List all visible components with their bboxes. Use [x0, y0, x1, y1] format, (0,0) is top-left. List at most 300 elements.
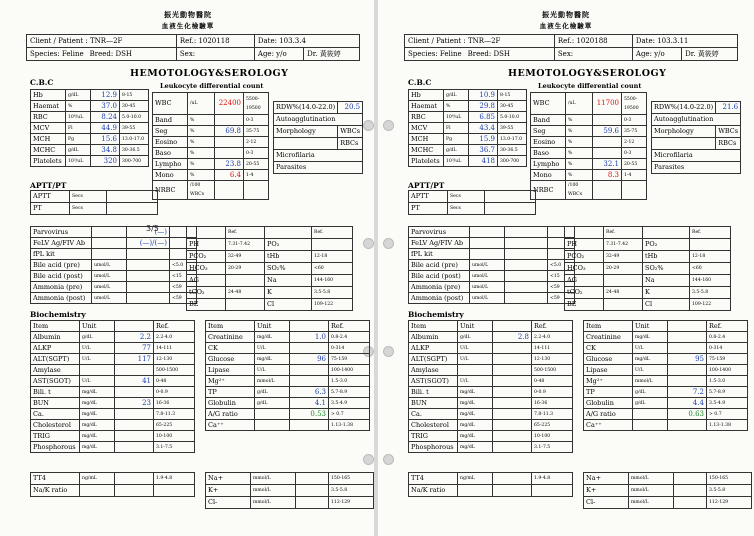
- bio-value: [115, 420, 154, 431]
- bg-ref: 24-48: [226, 287, 265, 299]
- bio-row: [206, 332, 370, 343]
- punch-hole: [383, 454, 394, 465]
- electrolyte-grid: [583, 472, 752, 509]
- leukocyte-grid: [530, 92, 647, 200]
- bio-row: [584, 354, 748, 365]
- bg-ref: [226, 299, 265, 311]
- bio-value: 96: [290, 354, 329, 365]
- autoagglutination-label: Autoagglutination: [274, 114, 363, 126]
- bio-head-item: Item: [31, 321, 80, 332]
- bio-value: [115, 409, 154, 420]
- leukocyte-value: 59.6: [593, 126, 622, 137]
- bio-value: [115, 387, 154, 398]
- tt4-unit: ng/mL: [458, 473, 493, 485]
- cbc-value: 36.7: [469, 145, 498, 156]
- bio-value: [493, 420, 532, 431]
- bio-item: ALKP: [409, 343, 458, 354]
- bio-ref: 75-159: [329, 354, 370, 365]
- bio-ref: 1.13-1.38: [707, 420, 748, 431]
- electrolyte-unit: mmol/L: [251, 497, 296, 509]
- bio-row: [31, 398, 195, 409]
- autoagglutination-label: Autoagglutination: [652, 114, 741, 126]
- bio-ref: 0-48: [154, 376, 195, 387]
- bio-head-unit: Unit: [255, 321, 290, 332]
- punch-hole: [383, 120, 394, 131]
- bio-value: [115, 431, 154, 442]
- nrbc-row: [531, 181, 647, 200]
- bio-ref: 100-1400: [329, 365, 370, 376]
- bio-value: [290, 420, 329, 431]
- autoagg-row: [652, 114, 741, 126]
- doctor-field: Dr. 黃筱婷: [682, 48, 738, 61]
- serology-ref: <5.0: [170, 260, 197, 271]
- electrolyte-unit: mmol/L: [629, 473, 674, 485]
- bio-ref: 2.2-4.0: [532, 332, 573, 343]
- electrolyte-ref: 3.5-5.8: [329, 485, 374, 497]
- ref-field: Ref.: 1020118: [176, 35, 254, 48]
- bio-unit: mg/dL: [80, 387, 115, 398]
- bg-ref: 144-160: [690, 275, 731, 287]
- aptt-item: APTT: [31, 191, 70, 203]
- microfilaria-row: [274, 150, 363, 162]
- bio-item: Amylase: [31, 365, 80, 376]
- electrolyte-row: [206, 497, 374, 509]
- blood-gas-head: [187, 227, 353, 239]
- wbc-label: WBC: [153, 93, 188, 115]
- serology-grid: [408, 226, 575, 304]
- leukocyte-value: 8.3: [593, 170, 622, 181]
- bio-item: A/G ratio: [206, 409, 255, 420]
- rdw-value: 21.6: [716, 102, 741, 114]
- cbc-item: Hb: [31, 90, 66, 101]
- nrbc-unit: [188, 181, 215, 200]
- electrolyte-ref: 112-129: [329, 497, 374, 509]
- cbc-row: [31, 134, 149, 145]
- cbc-title: C.B.C: [30, 78, 54, 87]
- serology-ref: <15: [548, 271, 575, 282]
- electrolyte-item: Cl-: [584, 497, 629, 509]
- cbc-unit: Pg: [66, 134, 91, 145]
- aptt-unit: Secs: [70, 203, 107, 215]
- leukocyte-unit: %: [188, 137, 215, 148]
- bg-ref: 144-160: [312, 275, 353, 287]
- leukocyte-unit: %: [566, 115, 593, 126]
- sex-field: Sex:: [554, 48, 632, 61]
- bio-head: [206, 321, 370, 332]
- blood-gas-row: [187, 239, 353, 251]
- cbc-value: 15.9: [469, 134, 498, 145]
- bio-value: [493, 365, 532, 376]
- aptt-title: APTT/PT: [30, 181, 67, 190]
- bio-row: [206, 365, 370, 376]
- bg-ref: [312, 239, 353, 251]
- bio-item: Globulin: [584, 398, 633, 409]
- bio-value: 7.2: [668, 387, 707, 398]
- cbc-item: MCHC: [31, 145, 66, 156]
- bg-ref-head: Ref.: [690, 227, 731, 239]
- bio-value: 0.53: [290, 409, 329, 420]
- electrolyte-row: [584, 473, 752, 485]
- leukocyte-ref: 0-3: [244, 115, 269, 126]
- bio-ref: 2.2-4.0: [154, 332, 195, 343]
- bg-item: Na: [265, 275, 312, 287]
- leukocyte-item: Baso: [531, 148, 566, 159]
- bio-row: [584, 420, 748, 431]
- bio-value: [493, 431, 532, 442]
- cbc-value: 10.9: [469, 90, 498, 101]
- serology-item: Parvovirus: [409, 227, 470, 238]
- bio-value: [493, 398, 532, 409]
- serology-row: [409, 260, 575, 271]
- rdw-grid: [651, 101, 741, 174]
- date-field: Date: 103.3.4: [254, 35, 359, 48]
- serology-row: [409, 282, 575, 293]
- cbc-ref: 13.0-17.0: [498, 134, 527, 145]
- bio-item: Ca⁺⁺: [206, 420, 255, 431]
- bio-unit: U/L: [80, 354, 115, 365]
- rdw-row: [274, 102, 363, 114]
- cbc-unit: g/dL: [66, 90, 91, 101]
- nrbc-unit-line: WBCs: [568, 192, 583, 197]
- bio-item: A/G ratio: [584, 409, 633, 420]
- rdw-block: [273, 101, 363, 174]
- bio-ref: 0-0.9: [154, 387, 195, 398]
- bio-value: [668, 332, 707, 343]
- serology-item: Ammonia (pre): [31, 282, 92, 293]
- bio-ref: 12-130: [154, 354, 195, 365]
- bio-item: Amylase: [409, 365, 458, 376]
- bio-ref: 7.8-11.3: [532, 409, 573, 420]
- cbc-ref: 5.0-10.0: [120, 112, 149, 123]
- nrbc-unit-line: /100: [190, 183, 201, 188]
- hemotology-title: HEMOTOLOGY&SEROLOGY: [130, 68, 289, 79]
- bio-row: [409, 387, 573, 398]
- bio-value: 95: [668, 354, 707, 365]
- bio-row: [584, 387, 748, 398]
- cbc-row: [409, 156, 527, 167]
- serology-row: [31, 271, 197, 282]
- bio-item: Creatinine: [584, 332, 633, 343]
- wbc-row: [153, 93, 269, 115]
- tt4-item: TT4: [31, 473, 80, 485]
- bg-ref: <60: [690, 263, 731, 275]
- cbc-unit: 10³/uL: [66, 156, 91, 167]
- electrolyte-item: Na+: [584, 473, 629, 485]
- serology-table: [408, 226, 575, 304]
- bio-unit: g/dL: [458, 332, 493, 343]
- bio-item: Phosphorous: [409, 442, 458, 453]
- bio-value: 2.8: [493, 332, 532, 343]
- serology-grid: [30, 226, 197, 304]
- parasites-row: [652, 162, 741, 174]
- serology-value: [505, 260, 548, 271]
- leukocyte-unit: %: [188, 159, 215, 170]
- aptt-value: [485, 203, 536, 215]
- hemotology-title: HEMOTOLOGY&SEROLOGY: [508, 68, 667, 79]
- bio-row: [31, 376, 195, 387]
- microfilaria-label: Microfilaria: [652, 150, 741, 162]
- bio-head-value: [668, 321, 707, 332]
- bg-ref: 24-48: [604, 287, 643, 299]
- serology-value: [505, 282, 548, 293]
- wbc-value: 11700: [593, 93, 622, 115]
- serology-row: [409, 249, 575, 260]
- cbc-item: MCHC: [409, 145, 444, 156]
- bg-ref: 3.5-5.8: [690, 287, 731, 299]
- cbc-value: 8.24: [91, 112, 120, 123]
- wbc-unit: /uL: [566, 93, 593, 115]
- leukocyte-item: Seg: [531, 126, 566, 137]
- cbc-value: 43.4: [469, 123, 498, 134]
- bio-value: 4.1: [290, 398, 329, 409]
- bio-ref: 3.1-7.5: [532, 442, 573, 453]
- leukocyte-item: Mono: [531, 170, 566, 181]
- bg-ref: 7.31-7.42: [604, 239, 643, 251]
- nrbc-unit: [566, 181, 593, 200]
- hospital-name: 振光動物醫院: [542, 10, 590, 19]
- bio-item: ALT(SGPT): [31, 354, 80, 365]
- bg-blank: [643, 227, 690, 239]
- bg-blank: [565, 227, 604, 239]
- bio-unit: g/dL: [255, 398, 290, 409]
- leukocyte-table: [152, 92, 269, 200]
- biochemistry-title: Biochemistry: [408, 310, 464, 319]
- bio-unit: [80, 365, 115, 376]
- electrolyte-unit: mmol/L: [251, 473, 296, 485]
- bio-head: [409, 321, 573, 332]
- bg-item: AG: [565, 275, 604, 287]
- patient-header: [26, 34, 360, 61]
- blood-gas-row: [565, 263, 731, 275]
- biochem-right: [583, 320, 748, 431]
- bio-item: Albumin: [31, 332, 80, 343]
- serology-value: [505, 227, 548, 238]
- cbc-value: 15.6: [91, 134, 120, 145]
- bio-head-item: Item: [206, 321, 255, 332]
- bg-ref: <60: [312, 263, 353, 275]
- parasites-label: Parasites: [274, 162, 363, 174]
- cbc-unit: 10⁶/uL: [444, 112, 469, 123]
- bg-blank: [265, 227, 312, 239]
- nrbc-label: NRBC: [153, 181, 188, 200]
- cbc-item: Hb: [409, 90, 444, 101]
- bio-row: [31, 387, 195, 398]
- bio-value: [115, 442, 154, 453]
- leukocyte-unit: %: [566, 148, 593, 159]
- bio-ref: 65-225: [532, 420, 573, 431]
- cbc-item: RBC: [409, 112, 444, 123]
- serology-item: Ammonia (post): [31, 293, 92, 304]
- species-field: Species: Feline: [408, 50, 462, 58]
- cbc-unit: 10³/uL: [444, 156, 469, 167]
- bg-ref-head: Ref.: [226, 227, 265, 239]
- cbc-row: [31, 112, 149, 123]
- bio-item: Ca.: [31, 409, 80, 420]
- cbc-row: [31, 156, 149, 167]
- leukocyte-item: Mono: [153, 170, 188, 181]
- cbc-value: 418: [469, 156, 498, 167]
- nrbc-label: NRBC: [531, 181, 566, 200]
- nrbc-unit-line: WBCs: [190, 192, 205, 197]
- cbc-value: 34.8: [91, 145, 120, 156]
- punch-hole: [383, 346, 394, 357]
- serology-item: FeLV Ag/FIV Ab: [409, 238, 470, 249]
- leukocyte-unit: %: [566, 159, 593, 170]
- bio-head-unit: Unit: [633, 321, 668, 332]
- bio-unit: mg/dL: [255, 354, 290, 365]
- bio-row: [31, 409, 195, 420]
- cbc-ref: 30-36.5: [120, 145, 149, 156]
- bio-unit: mg/dL: [80, 442, 115, 453]
- lab-report-right: [378, 0, 754, 536]
- punch-hole: [363, 454, 374, 465]
- wbc-ref-line: 5500-: [624, 96, 638, 102]
- bio-ref: 12-130: [532, 354, 573, 365]
- bio-row: [206, 420, 370, 431]
- biochem-right-grid: [583, 320, 748, 431]
- leukocyte-unit: %: [566, 137, 593, 148]
- leukocyte-row: [153, 170, 269, 181]
- bio-unit: [255, 409, 290, 420]
- bio-value: [493, 376, 532, 387]
- cbc-ref: 39-55: [120, 123, 149, 134]
- parasites-label: Parasites: [652, 162, 741, 174]
- leukocyte-item: Band: [531, 115, 566, 126]
- bio-row: [409, 420, 573, 431]
- doctor-field: Dr. 黃筱婷: [304, 48, 360, 61]
- bg-ref-head: Ref.: [604, 227, 643, 239]
- cbc-row: [409, 145, 527, 156]
- breed-field: Breed: DSH: [89, 50, 133, 58]
- bio-ref: 14-111: [154, 343, 195, 354]
- serology-value: (—)/(—): [127, 238, 170, 249]
- bio-head-unit: Unit: [80, 321, 115, 332]
- morph-wbcs: WBCs: [716, 126, 741, 138]
- microfilaria-row: [652, 150, 741, 162]
- serology-item: Ammonia (pre): [409, 282, 470, 293]
- aptt-unit: Secs: [448, 191, 485, 203]
- bio-ref: 16-36: [154, 398, 195, 409]
- bio-ref: > 0.7: [329, 409, 370, 420]
- biochem-right-grid: [205, 320, 370, 431]
- serology-item: FeLV Ag/FIV Ab: [31, 238, 92, 249]
- aptt-value: [485, 191, 536, 203]
- leukocyte-item: Band: [153, 115, 188, 126]
- cbc-item: Platelets: [31, 156, 66, 167]
- tt4-value: [493, 473, 532, 485]
- tt4-ref: [532, 485, 573, 497]
- bio-ref: 14-111: [532, 343, 573, 354]
- bio-row: [409, 332, 573, 343]
- leukocyte-row: [153, 137, 269, 148]
- morph-rbcs: RBCs: [716, 138, 741, 150]
- leukocyte-row: [153, 148, 269, 159]
- bg-ref: 32-49: [226, 251, 265, 263]
- electrolyte-unit: mmol/L: [251, 485, 296, 497]
- blood-gas-row: [565, 239, 731, 251]
- tt4-grid: [408, 472, 573, 497]
- bio-row: [206, 343, 370, 354]
- bio-ref: > 0.7: [707, 409, 748, 420]
- bio-ref: 0.8-2.4: [707, 332, 748, 343]
- wbc-ref-line: 5500-: [246, 96, 260, 102]
- leukocyte-item: Lympho: [531, 159, 566, 170]
- serology-unit: [92, 249, 127, 260]
- blood-gas-table: [186, 226, 353, 311]
- bio-item: ALKP: [31, 343, 80, 354]
- aptt-item: PT: [409, 203, 448, 215]
- species-field: Species: Feline: [30, 50, 84, 58]
- bio-ref: 1.5-3.0: [707, 376, 748, 387]
- bio-item: BUN: [31, 398, 80, 409]
- bio-ref: 500-1500: [532, 365, 573, 376]
- serology-row: [31, 227, 197, 238]
- header-table: [26, 34, 360, 61]
- bio-value: 2.2: [115, 332, 154, 343]
- aptt-unit: Secs: [70, 191, 107, 203]
- serology-ref: <15: [170, 271, 197, 282]
- bio-ref: 0-0.9: [532, 387, 573, 398]
- aptt-value: [107, 203, 158, 215]
- bg-item: K: [643, 287, 690, 299]
- leukocyte-value: 69.8: [215, 126, 244, 137]
- blood-gas-row: [565, 251, 731, 263]
- bio-row: [31, 354, 195, 365]
- bio-unit: mg/dL: [80, 409, 115, 420]
- leukocyte-value: [593, 115, 622, 126]
- electrolyte-row: [584, 485, 752, 497]
- cbc-unit: %: [66, 101, 91, 112]
- bio-unit: mg/dL: [80, 398, 115, 409]
- cbc-item: RBC: [31, 112, 66, 123]
- leukocyte-row: [153, 115, 269, 126]
- leukocyte-row: [531, 137, 647, 148]
- leukocyte-title: Leukocyte differential count: [160, 82, 264, 90]
- client-patient-field: Client / Patient : TNR—2F: [27, 35, 177, 48]
- biochem-left-grid: [408, 320, 573, 453]
- bio-head-value: [115, 321, 154, 332]
- bio-head-unit: Unit: [458, 321, 493, 332]
- electrolyte-value: [674, 485, 707, 497]
- nrbc-ref: [244, 181, 269, 200]
- bio-value: [493, 442, 532, 453]
- bio-ref: 7.8-11.3: [154, 409, 195, 420]
- serology-row: [31, 249, 197, 260]
- bio-row: [206, 409, 370, 420]
- leukocyte-grid: [152, 92, 269, 200]
- biochem-right: [205, 320, 370, 431]
- bg-ref-head: Ref.: [312, 227, 353, 239]
- serology-table: [30, 226, 197, 304]
- tt4-unit: ng/mL: [80, 473, 115, 485]
- cbc-row: [31, 101, 149, 112]
- cbc-item: MCV: [31, 123, 66, 134]
- bio-item: Cholesterol: [31, 420, 80, 431]
- cbc-row: [409, 101, 527, 112]
- serology-item: fPL kit: [31, 249, 92, 260]
- tt4-item: Na/K ratio: [31, 485, 80, 497]
- serology-row: [31, 238, 197, 249]
- bio-value: [493, 409, 532, 420]
- bio-row: [584, 409, 748, 420]
- bio-unit: U/L: [255, 343, 290, 354]
- parvo-handwritten-note: 3/5: [146, 224, 159, 233]
- tt4-table: [408, 472, 573, 497]
- tt4-row: [409, 473, 573, 485]
- bio-row: [584, 398, 748, 409]
- bg-item: SO₂%: [643, 263, 690, 275]
- header-row: [405, 35, 738, 48]
